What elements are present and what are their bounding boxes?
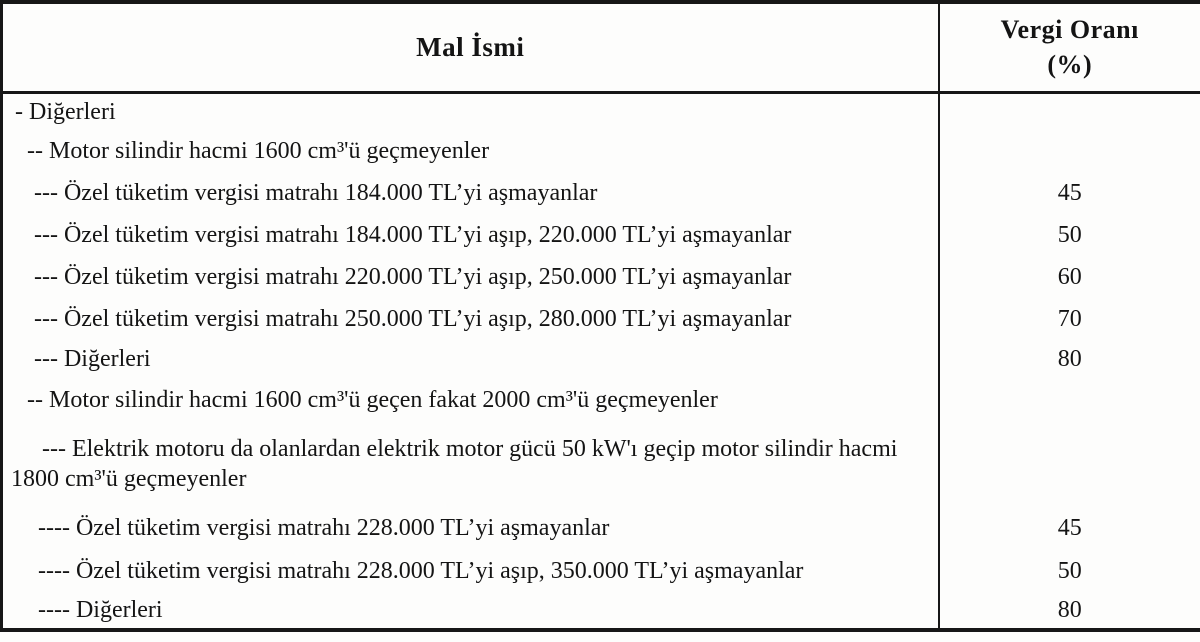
product-name-cell: --- Özel tüketim vergisi matrahı 184.000 TL’yi aşıp, 220.000 TL’yi aşmayanlar [34,222,792,248]
product-name-cell: --- Elektrik motoru da olanlardan elektrik motor gücü 50 kW'ı geçip motor silindir hacmi 1800 cm³'ü geçmeyenler [11,436,898,492]
product-name-cell: --- Özel tüketim vergisi matrahı 250.000 TL’yi aşıp, 280.000 TL’yi aşmayanlar [34,306,792,332]
table-row [2,422,1200,506]
column-header-rate [939,2,1200,92]
table-row [2,130,1200,172]
table-row [2,592,1200,630]
tax-rate-cell: 80 [939,592,1200,630]
product-name-cell: ---- Özel tüketim vergisi matrahı 228.000 TL’yi aşıp, 350.000 TL’yi aşmayanlar [38,558,804,584]
tax-rate-cell: 80 [939,340,1200,378]
column-header-product: Mal İsmi [2,2,939,92]
product-name-cell: ---- Özel tüketim vergisi matrahı 228.000 TL’yi aşmayanlar [38,515,610,541]
tax-rate-cell [939,130,1200,172]
tax-rate-cell: 45 [939,506,1200,550]
tax-rate-cell: 70 [939,298,1200,340]
product-name-cell: --- Özel tüketim vergisi matrahı 184.000 TL’yi aşmayanlar [34,180,598,206]
table-row [2,550,1200,592]
product-name-cell: ---- Diğerleri [38,597,163,623]
table-row [2,172,1200,214]
tax-rate-cell [939,378,1200,422]
tax-rate-cell [939,92,1200,130]
column-header-rate-line2: (%) [1047,50,1093,80]
table-row [2,298,1200,340]
tax-rate-cell: 50 [939,214,1200,256]
table-row [2,340,1200,378]
table-row [2,378,1200,422]
table-row [2,214,1200,256]
table-row [2,256,1200,298]
product-name-cell: - Diğerleri [15,98,116,125]
product-name-cell: --- Özel tüketim vergisi matrahı 220.000 TL’yi aşıp, 250.000 TL’yi aşmayanlar [34,264,792,290]
product-name-cell: -- Motor silindir hacmi 1600 cm³'ü geçen fakat 2000 cm³'ü geçmeyenler [27,387,718,413]
tax-rate-cell: 60 [939,256,1200,298]
column-header-rate-line1: Vergi Oranı [1000,15,1139,45]
tax-rate-cell: 45 [939,172,1200,214]
table-row [2,506,1200,550]
table-row [2,92,1200,130]
tax-rate-cell [939,422,1200,506]
tax-rate-cell: 50 [939,550,1200,592]
product-name-cell: -- Motor silindir hacmi 1600 cm³'ü geçmeyenler [27,138,490,164]
product-name-cell: --- Diğerleri [34,346,151,372]
header-row [2,2,1200,92]
